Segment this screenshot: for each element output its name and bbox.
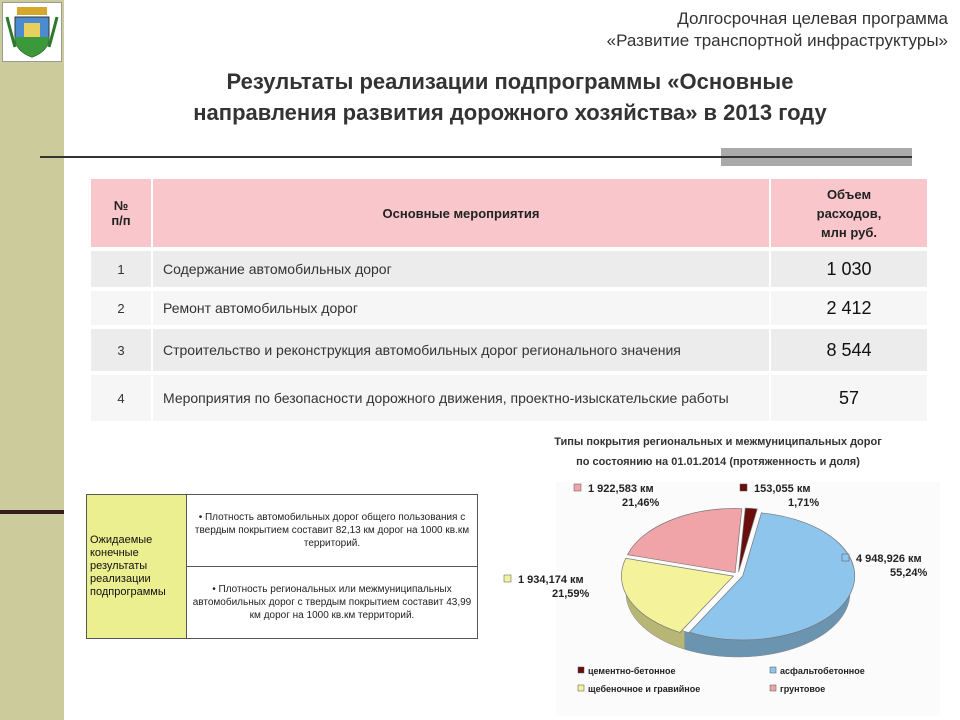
expenses-table	[91, 179, 929, 421]
legend-entry: щебеночное и гравийное	[588, 684, 701, 694]
legend-entry: цементно-бетонное	[588, 666, 676, 676]
expected-result-item: • Плотность автомобильных дорог общего пользования с твердым покрытием составит 82,13 км дорог на 1000 кв.км территорий.	[187, 495, 478, 567]
pie-label-share: 1,71%	[788, 497, 820, 509]
sidebar-divider	[0, 510, 64, 514]
pie-label-value: 153,055 км	[754, 483, 811, 495]
page-title-line1: Результаты реализации подпрограммы «Основные	[226, 69, 794, 94]
row-activity: Строительство и реконструкция автомобильных дорог регионального значения	[152, 327, 770, 373]
pie-label-marker	[574, 484, 581, 491]
table-row	[91, 327, 928, 373]
row-amount: 57	[770, 373, 928, 421]
row-amount: 2 412	[770, 289, 928, 327]
table-row	[91, 373, 928, 421]
row-num: 2	[91, 289, 152, 327]
pie-slices	[621, 508, 854, 640]
legend-swatch	[770, 667, 776, 673]
row-num: 3	[91, 327, 152, 373]
row-activity: Содержание автомобильных дорог	[152, 249, 770, 289]
header-amount-line3: млн руб.	[821, 224, 877, 240]
pie-label-marker	[504, 575, 511, 582]
legend-swatch	[578, 685, 584, 691]
header-amount-line1: Объем	[826, 186, 872, 202]
legend-swatch	[578, 667, 584, 673]
chart-title	[500, 432, 936, 472]
expected-results-label: Ожидаемые конечные результаты реализации подпрограммы	[87, 495, 187, 639]
row-activity: Мероприятия по безопасности дорожного движения, проектно-изыскательские работы	[152, 373, 770, 421]
row-activity: Ремонт автомобильных дорог	[152, 289, 770, 327]
header-num-line1: №	[113, 198, 129, 213]
chart-title-line2: по состоянию на 01.01.2014 (протяженность и доля)	[576, 456, 860, 468]
title-divider	[40, 156, 912, 158]
table-row	[91, 289, 928, 327]
row-amount: 1 030	[770, 249, 928, 289]
table-header-row	[91, 179, 928, 249]
pie-label-share: 21,59%	[552, 588, 590, 600]
page-title-line2: направления развития дорожного хозяйства» в 2013 году	[193, 100, 827, 125]
page-title	[100, 66, 920, 128]
pie-label-value: 4 948,926 км	[856, 553, 922, 565]
row-amount: 8 544	[770, 327, 928, 373]
row-num: 4	[91, 373, 152, 421]
header-num-line2: п/п	[111, 213, 131, 228]
row-num: 1	[91, 249, 152, 289]
pie-label-marker	[842, 554, 849, 561]
pie-legend	[578, 666, 865, 694]
header-amount-line2: расходов,	[816, 205, 882, 221]
sidebar	[0, 0, 64, 720]
program-title	[348, 8, 948, 52]
pie-label-share: 21,46%	[622, 497, 660, 509]
pie-label-marker	[740, 484, 747, 491]
program-title-line2: «Развитие транспортной инфраструктуры»	[606, 31, 948, 50]
chart-title-line1: Типы покрытия региональных и межмуниципальных дорог	[554, 436, 882, 448]
legend-swatch	[770, 685, 776, 691]
header-num	[91, 179, 152, 249]
header-activity: Основные мероприятия	[152, 179, 770, 249]
legend-entry: асфальтобетонное	[780, 666, 865, 676]
program-title-line1: Долгосрочная целевая программа	[677, 9, 948, 28]
pie-label-share: 55,24%	[890, 567, 928, 579]
legend-entry: грунтовое	[780, 684, 826, 694]
pie-label-value: 1 934,174 км	[518, 574, 584, 586]
coat-of-arms-emblem	[2, 2, 62, 62]
road-surface-pie-chart	[500, 470, 950, 710]
table-row	[91, 249, 928, 289]
expected-result-item: • Плотность региональных или межмуниципальных автомобильных дорог с твердым покрытием составит 43,99 км дорог на 1000 кв.км территорий.	[187, 567, 478, 639]
header-amount	[770, 179, 928, 249]
pie-label-value: 1 922,583 км	[588, 483, 654, 495]
expected-results-table	[86, 494, 478, 639]
